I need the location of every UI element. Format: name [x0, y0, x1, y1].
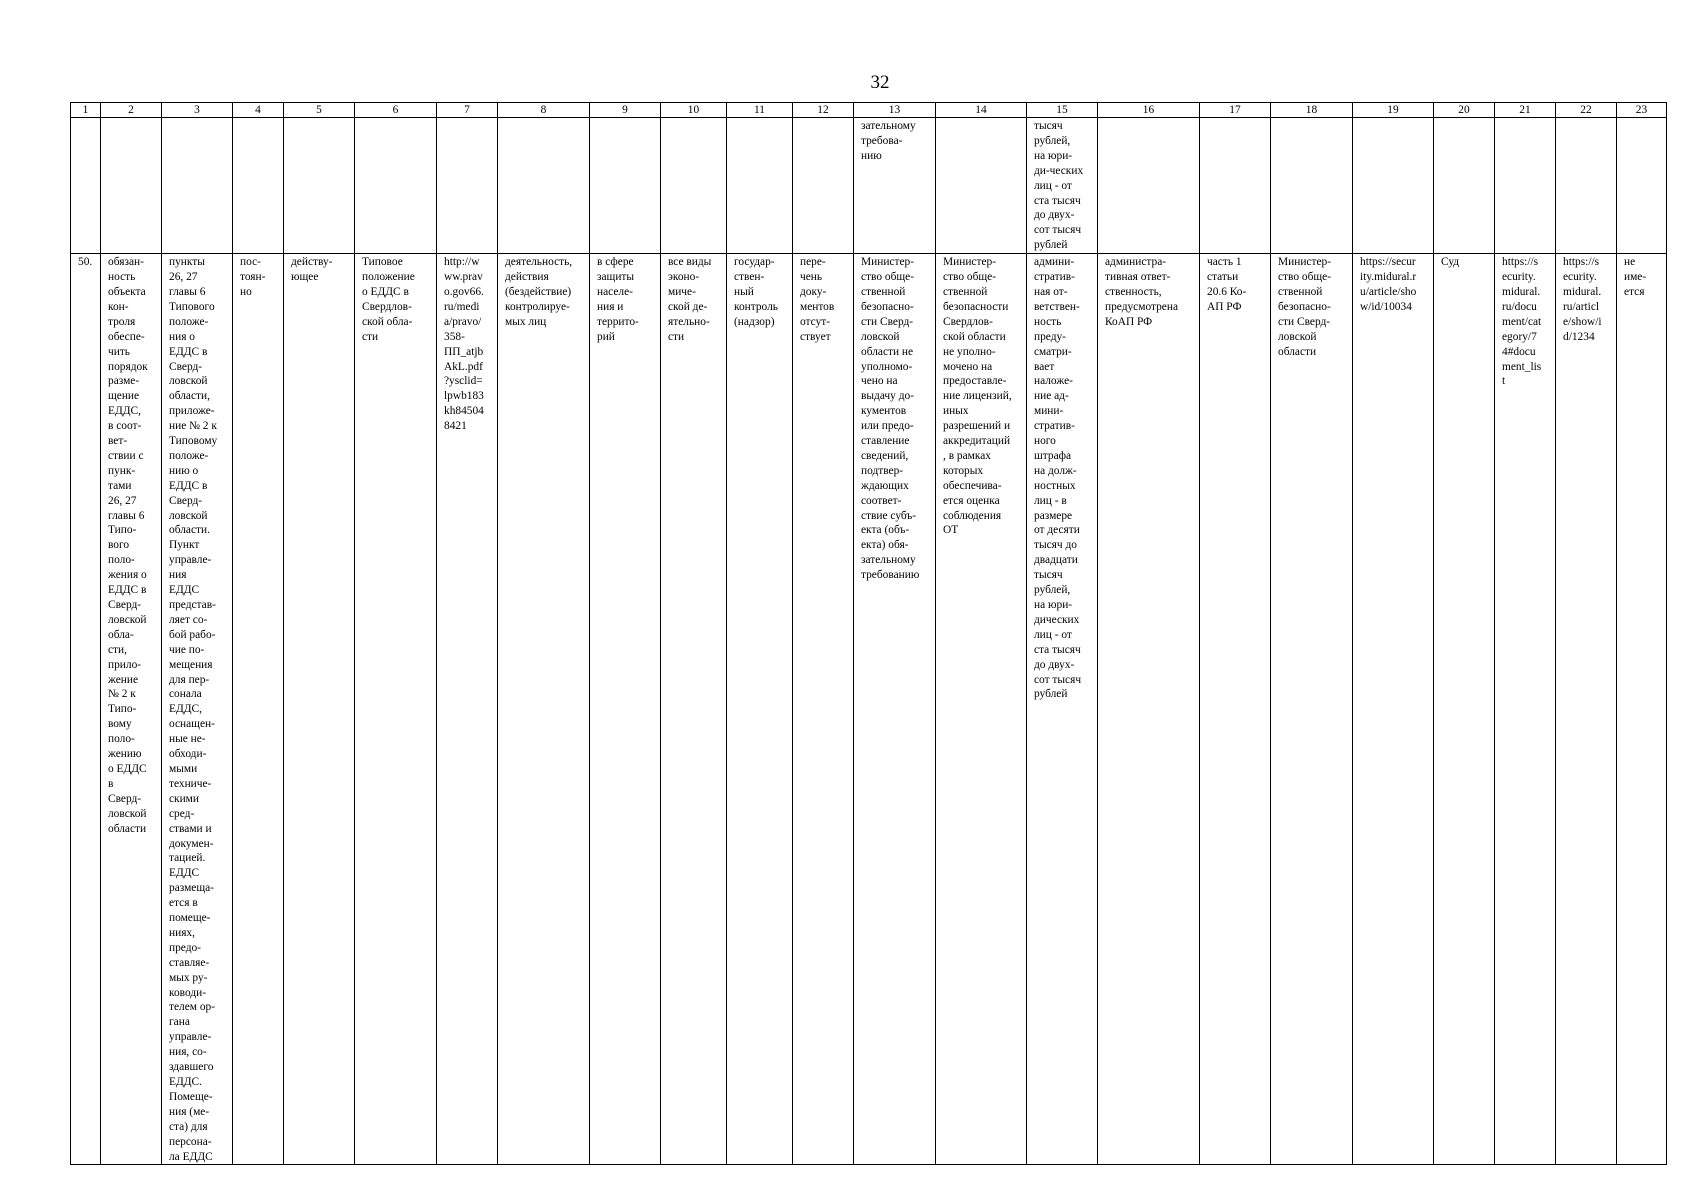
table-row-50 [71, 254, 1667, 1165]
act-name: Типовое положение о ЕДДС в Свердлов- ской обла- сти [355, 254, 437, 1165]
table-cell [1271, 118, 1353, 254]
table-cell [936, 118, 1027, 254]
column-number: 4 [233, 103, 284, 118]
table-cell [1434, 118, 1495, 254]
column-number: 10 [661, 103, 727, 118]
column-number: 1 [71, 103, 101, 118]
table-cell [1556, 118, 1617, 254]
column-number: 6 [355, 103, 437, 118]
status: действу- ющее [284, 254, 355, 1165]
table-cell [284, 118, 355, 254]
table-cell [498, 118, 590, 254]
column-number: 13 [854, 103, 936, 118]
control-type: государ- ствен- ный контроль (надзор) [727, 254, 793, 1165]
table-cell [727, 118, 793, 254]
column-number: 14 [936, 103, 1027, 118]
table-cell [1617, 118, 1667, 254]
column-number: 23 [1617, 103, 1667, 118]
table-cell: зательному требова- нию [854, 118, 936, 254]
responsible-body: Министер- ство обще- ственной безопасно- сти Сверд- ловской области [1271, 254, 1353, 1165]
column-number: 15 [1027, 103, 1098, 118]
table-cell [71, 118, 101, 254]
confirmation-documents: Министер- ство обще- ственной безопасно- сти Сверд- ловской области не уполномо- чено на выдачу до- кументов или предо- ставление сведений, подтвер- ждающих соответ- ствие субъ- екта (объ- екта) обя- зательному требованию [854, 254, 936, 1165]
sphere: в сфере защиты населе- ния и террито- рий [590, 254, 661, 1165]
validity-period: пос- тоян- но [233, 254, 284, 1165]
activity-types: все виды эконо- миче- ской де- ятельно- сти [661, 254, 727, 1165]
column-number-row [71, 103, 1667, 118]
documents-list: пере- чень доку- ментов отсут- ствует [793, 254, 854, 1165]
requirements-table [70, 102, 1667, 1165]
table-cell: тысяч рублей, на юри- ди-ческих лиц - от ста тысяч до двух- сот тысяч рублей [1027, 118, 1098, 254]
column-number: 17 [1200, 103, 1271, 118]
guidance-link[interactable]: https://secur ity.midural.r u/article/sho w/id/10034 [1353, 254, 1434, 1165]
act-link[interactable]: http://w ww.prav o.gov66. ru/medi a/pravo/ 358- ПП_atjb AkL.pdf ?ysclid= lpwb183 kh84504 8421 [437, 254, 498, 1165]
table-cell [437, 118, 498, 254]
column-number: 12 [793, 103, 854, 118]
licenses-info: Министер- ство обще- ственной безопасности Свердлов- ской области не уполно- мочено на предоставле- ние лицензий, иных разрешений и аккредитаций , в рамках которых обеспечива- ется оценка соблюдения ОТ [936, 254, 1027, 1165]
legal-provision: пункты 26, 27 главы 6 Типового положе- ния о ЕДДС в Сверд- ловской области, приложе- ние № 2 к Типовому положе- нию о ЕДДС в Сверд- ловской области. Пункт управле- ния ЕДДС представ- ляет со- бой рабо- чие по- мещения для пер- сонала ЕДДС, оснащен- ные не- обходи- мыми техниче- скими сред- ствами и докумен- тацией. ЕДДС размеща- ется в помеще- ниях, предо- ставляе- мых ру- ководи- телем ор- гана управле- ния, со- здавшего ЕДДС. Помеще- ния (ме- ста) для персона- ла ЕДДС [162, 254, 233, 1165]
table-cell [233, 118, 284, 254]
liability-article: часть 1 статьи 20.6 Ко- АП РФ [1200, 254, 1271, 1165]
liability-type: администра- тивная ответ- ственность, предусмотрена КоАП РФ [1098, 254, 1200, 1165]
article-link[interactable]: https://s ecurity. midural. ru/articl e/show/i d/1234 [1556, 254, 1617, 1165]
column-number: 21 [1495, 103, 1556, 118]
requirement-content: обязан- ность объекта кон- троля обеспе- чить порядок разме- щение ЕДДС, в соот- вет- ствии с пунк- тами 26, 27 главы 6 Типо- вого поло- жения о ЕДДС в Сверд- ловской обла- сти, прило- жение № 2 к Типо- вому поло- жению о ЕДДС в Сверд- ловской области [101, 254, 162, 1165]
liability-description: админи- стратив- ная от- ветствен- ность преду- сматри- вает наложе- ние ад- мини- стратив- ного штрафа на долж- ностных лиц - в размере от десяти тысяч до двадцати тысяч рублей, на юри- дических лиц - от ста тысяч до двух- сот тысяч рублей [1027, 254, 1098, 1165]
column-number: 16 [1098, 103, 1200, 118]
column-number: 20 [1434, 103, 1495, 118]
column-number: 18 [1271, 103, 1353, 118]
column-number: 5 [284, 103, 355, 118]
table-cell [1353, 118, 1434, 254]
table-cell [1495, 118, 1556, 254]
table-cell [1200, 118, 1271, 254]
column-number: 8 [498, 103, 590, 118]
column-number: 22 [1556, 103, 1617, 118]
column-number: 11 [727, 103, 793, 118]
column-number: 3 [162, 103, 233, 118]
liability-authority: Суд [1434, 254, 1495, 1165]
table-cell [661, 118, 727, 254]
table-cell [101, 118, 162, 254]
column-number: 2 [101, 103, 162, 118]
table-cell [793, 118, 854, 254]
documents-link[interactable]: https://s ecurity. midural. ru/docu ment/cat egory/7 4#docu ment_lis t [1495, 254, 1556, 1165]
page-number: 32 [870, 72, 890, 93]
continuation-row [71, 118, 1667, 254]
table-cell [590, 118, 661, 254]
notes: не име- ется [1617, 254, 1667, 1165]
row-number: 50. [71, 254, 101, 1165]
table-cell [355, 118, 437, 254]
column-number: 7 [437, 103, 498, 118]
table-cell [1098, 118, 1200, 254]
column-number: 19 [1353, 103, 1434, 118]
column-number: 9 [590, 103, 661, 118]
table-cell [162, 118, 233, 254]
control-object: деятельность, действия (бездействие) контролируе- мых лиц [498, 254, 590, 1165]
